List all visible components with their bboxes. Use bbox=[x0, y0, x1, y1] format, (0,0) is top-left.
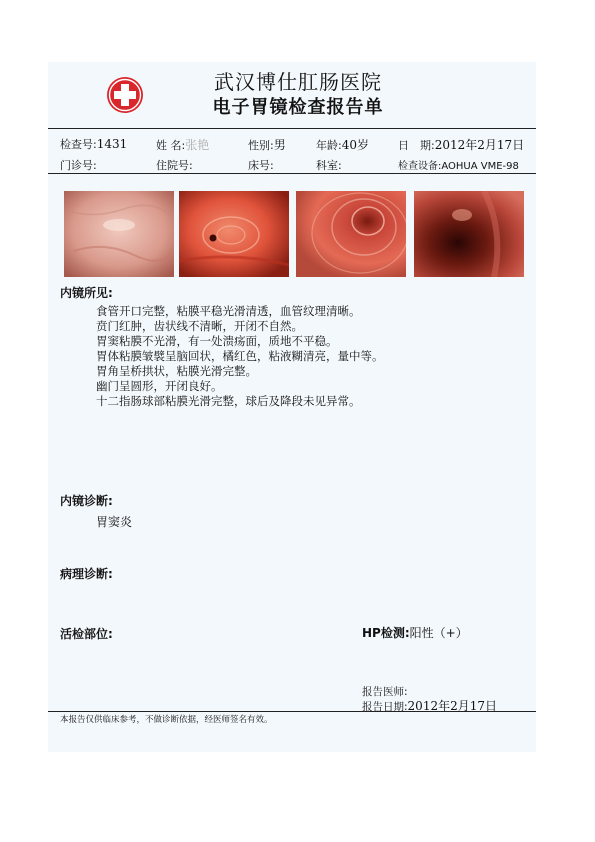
hospital-cross-logo-icon bbox=[105, 75, 145, 115]
device-value: AOHUA VME-98 bbox=[441, 161, 519, 172]
findings-line: 胃角呈桥拱状，粘膜光滑完整。 bbox=[96, 364, 257, 378]
date-value: 2012年2月17日 bbox=[434, 138, 525, 152]
report-date-label: 报告日期: bbox=[362, 701, 408, 713]
findings-line: 贲门红肿，齿状线不清晰，开闭不自然。 bbox=[96, 319, 303, 333]
inpatient-label: 住院号: bbox=[156, 159, 193, 172]
findings-text bbox=[96, 304, 384, 409]
sex-field bbox=[248, 136, 286, 153]
findings-line: 胃窦粘膜不光滑，有一处溃疡面，质地不平稳。 bbox=[96, 334, 338, 348]
device-label: 检查设备: bbox=[398, 161, 442, 172]
diagnosis-label: 内镜诊断: bbox=[60, 494, 113, 508]
findings-line: 十二指肠球部粘膜光滑完整，球后及降段未见异常。 bbox=[96, 394, 361, 408]
header-divider bbox=[48, 128, 536, 129]
date-label: 日 期: bbox=[398, 139, 435, 152]
endoscopy-image-2 bbox=[179, 191, 289, 277]
outpatient-label: 门诊号: bbox=[60, 159, 97, 172]
dept-field bbox=[316, 157, 342, 173]
bed-field bbox=[248, 157, 274, 173]
info-divider bbox=[48, 173, 536, 174]
patient-name-label: 姓 名: bbox=[156, 139, 186, 152]
dept-label: 科室: bbox=[316, 159, 342, 172]
age-label: 年龄: bbox=[316, 139, 342, 152]
patient-name-field bbox=[156, 136, 209, 153]
findings-line: 食管开口完整，粘膜平稳光滑清透，血管纹理清晰。 bbox=[96, 304, 361, 318]
endoscopy-image-3 bbox=[296, 191, 406, 277]
report-title: 电子胃镜检查报告单 bbox=[212, 97, 384, 118]
footer-divider bbox=[48, 711, 536, 712]
sex-label: 性别: bbox=[248, 139, 274, 152]
report-date-value: 2012年2月17日 bbox=[407, 699, 497, 713]
patient-name-value: 张艳 bbox=[185, 138, 210, 152]
endoscopy-image-4 bbox=[414, 191, 524, 277]
diagnosis-value: 胃窦炎 bbox=[96, 515, 133, 529]
hp-value: 阳性（+） bbox=[409, 626, 468, 640]
bed-label: 床号: bbox=[248, 159, 274, 172]
pathology-label: 病理诊断: bbox=[60, 567, 113, 581]
doctor-label: 报告医师: bbox=[362, 686, 408, 698]
outpatient-field bbox=[60, 157, 97, 173]
findings-line: 幽门呈圆形，开闭良好。 bbox=[96, 379, 223, 393]
inpatient-field bbox=[156, 157, 193, 173]
exam-no-label: 检查号: bbox=[60, 138, 97, 151]
age-field bbox=[316, 136, 369, 153]
device-field bbox=[398, 157, 519, 172]
age-value: 40岁 bbox=[341, 138, 369, 152]
endoscopy-image-1 bbox=[64, 191, 174, 277]
sex-value: 男 bbox=[273, 138, 286, 152]
disclaimer-text: 本报告仅供临床参考，不做诊断依据，经医师签名有效。 bbox=[60, 715, 273, 725]
findings-label: 内镜所见: bbox=[60, 286, 113, 300]
hp-label: HP检测: bbox=[362, 626, 410, 640]
findings-line: 胃体粘膜皱襞呈脑回状，橘红色，粘液糊清亮，量中等。 bbox=[96, 349, 384, 363]
hospital-name: 武汉博仕肛肠医院 bbox=[214, 70, 382, 94]
biopsy-label: 活检部位: bbox=[60, 627, 113, 641]
exam-no-field bbox=[60, 136, 127, 152]
hp-field bbox=[362, 624, 468, 641]
date-field bbox=[398, 136, 524, 153]
exam-no-value: 1431 bbox=[96, 137, 128, 151]
